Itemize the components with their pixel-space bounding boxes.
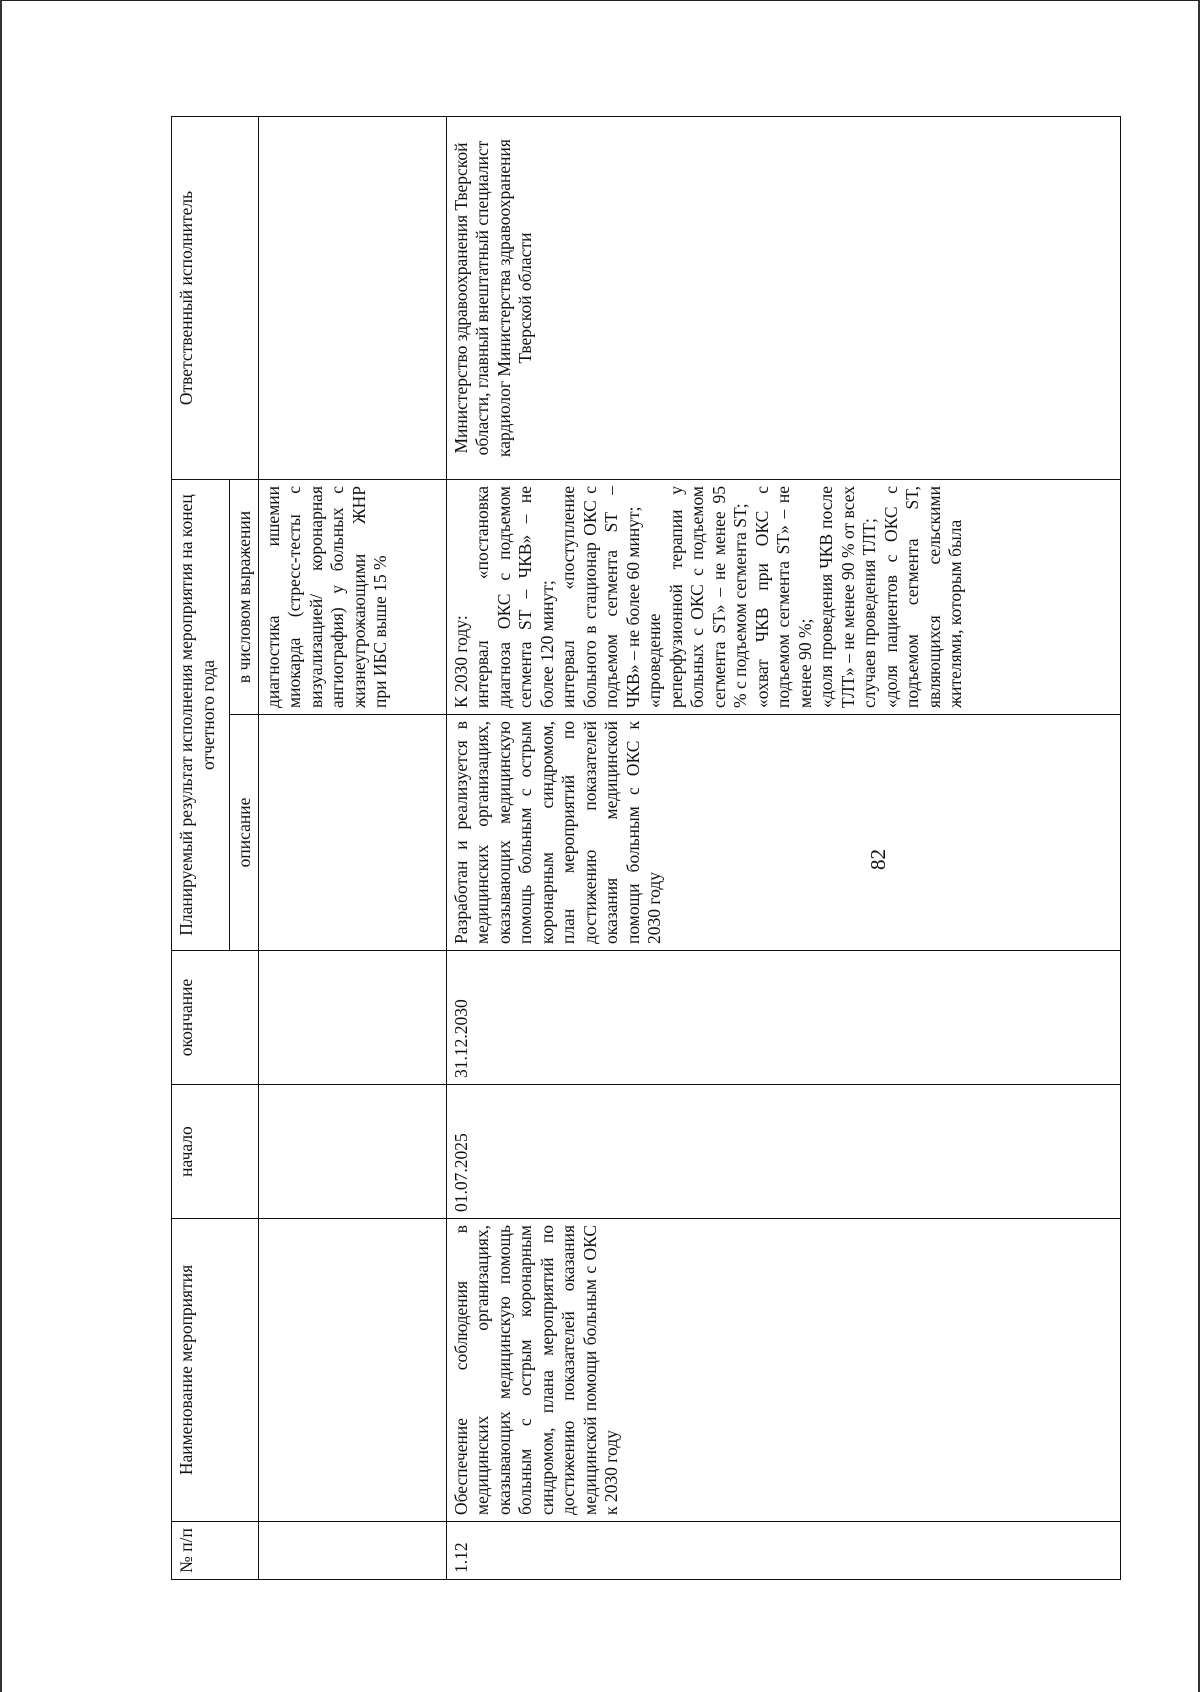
col-planned-header: Планируемый результат исполнения мероприятия на конец отчетного года: [172, 480, 230, 951]
cell-numeric: диагностика ишемии миокарда (стресс-тесты с визуализацией/ коронарная ангиография) у больных с жизнеугрожающими ЖНР при ИБС выше 15 %: [258, 480, 446, 715]
col-name-header: Наименование мероприятия: [172, 1219, 259, 1522]
col-num-header: № п/п: [172, 1522, 259, 1580]
cell-numeric: К 2030 году: интервал «постановка диагноза ОКС с подъемом сегмента ST – ЧКВ» – не более 120 минут; интервал «поступление больного в стационар ОКС с подъемом сегмента ST – ЧКВ» – не более 60 минут; «проведение реперфузионной терапии у больных с ОКС с подъемом сегмента ST» – не менее 95 % с подъемом сегмента ST; «охват ЧКВ при ОКС с подъемом сегмента ST» – не менее 90 %; «доля проведения ЧКВ после ТЛТ» – не менее 90 % от всех случаев проведения ТЛТ; «доля пациентов с ОКС с подъемом сегмента ST, являющихся сельскими жителями, которым была: [446, 480, 1121, 715]
cell-name: [258, 1219, 446, 1522]
rotated-table-sheet: [171, 117, 1121, 1580]
cell-start: 01.07.2025: [446, 1085, 1121, 1219]
cell-description: [258, 715, 446, 951]
cell-responsible: [258, 117, 446, 480]
cell-num: 1.12: [446, 1522, 1121, 1580]
cell-description: Разработан и реализуется в медицинских организациях, оказывающих медицинскую помощь больным с острым коронарным синдромом, план мероприятий по достижению показателей оказания медицинской помощи больным с ОКС к 2030 году: [446, 715, 1121, 951]
table-row: [446, 117, 1121, 1580]
cell-end: [258, 951, 446, 1085]
page-number: 82: [866, 849, 890, 870]
col-description-header: описание: [230, 715, 259, 951]
scan-edge: [0, 0, 2, 1692]
cell-start: [258, 1085, 446, 1219]
col-numeric-header: в числовом выражении: [230, 480, 259, 715]
table-row: [258, 117, 446, 1580]
col-start-header: начало: [172, 1085, 259, 1219]
col-responsible-header: Ответственный исполнитель: [172, 117, 259, 480]
cell-end: 31.12.2030: [446, 951, 1121, 1085]
header-row: [172, 117, 230, 1580]
col-end-header: окончание: [172, 951, 259, 1085]
cell-name: Обеспечение соблюдения в медицинских организациях, оказывающих медицинскую помощь больным с острым коронарным синдромом, плана мероприятий по достижению показателей оказания медицинской помощи больным с ОКС к 2030 году: [446, 1219, 1121, 1522]
cell-num: [258, 1522, 446, 1580]
cell-responsible: Министерство здравоохранения Тверской области, главный внештатный специалист кардиолог Министерства здравоохранения Тверской области: [446, 117, 1121, 480]
measures-table: [171, 116, 1121, 1580]
scan-edge: [0, 0, 1200, 1]
